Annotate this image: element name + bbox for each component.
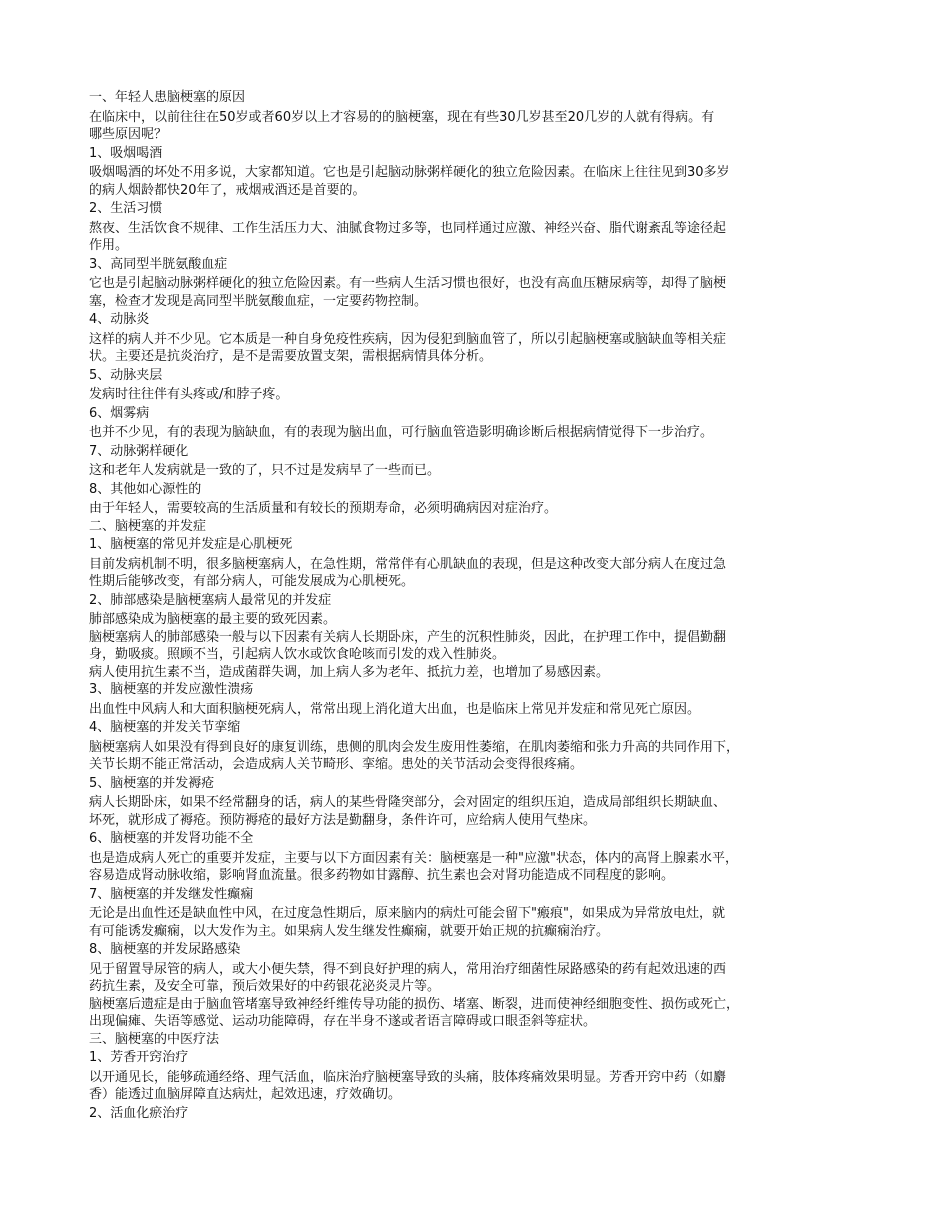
text-line: 出现偏瘫、失语等感觉、运动功能障碍，存在半身不遂或者语言障碍或口眼歪斜等症状。 [89,1014,597,1029]
text-line: 无论是出血性还是缺血性中风，在过度急性期后，原来脑内的病灶可能会留下"瘢痕"，如果成为异常放电灶，就 [89,906,725,921]
text-line: 熬夜、生活饮食不规律、工作生活压力大、油腻食物过多等，也同样通过应激、神经兴奋、脂代谢紊乱等途径起 [89,220,727,236]
text-line: 脑梗塞病人的肺部感染一般与以下因素有关病人长期卧床，产生的沉积性肺炎，因此，在护理工作中，提倡勤翻 [89,629,727,645]
text-line: 8、其他如心源性的 [89,481,202,497]
paragraph [89,424,855,442]
subsection-heading [89,443,855,461]
paragraph [89,611,855,629]
text-line: 哪些原因呢？ [89,127,168,142]
paragraph [89,275,855,310]
subsection-heading [89,536,855,554]
paragraph [89,109,855,144]
text-line: 这样的病人并不少见。它本质是一种自身免疫性疾病，因为侵犯到脑血管了，所以引起脑梗塞或脑缺血等相关症 [89,331,727,347]
section-heading [89,996,855,1031]
subsection-heading [89,592,855,610]
text-line: 见于留置导尿管的病人，或大小便失禁，得不到良好护理的病人，常用治疗细菌性尿路感染的药有起效迅速的西 [89,961,727,977]
paragraph [89,701,855,719]
text-line: 吸烟喝酒的坏处不用多说，大家都知道。它也是引起脑动脉粥样硬化的独立危险因素。在临床上往往见到30多岁 [89,165,730,180]
text-line: 也并不少见，有的表现为脑缺血，有的表现为脑出血，可行脑血管造影明确诊断后根据病情觉得下一步治疗。 [89,425,714,440]
subsection-heading [89,941,855,959]
text-line: 脑梗塞病人如果没有得到良好的康复训练，患侧的肌肉会发生废用性萎缩，在肌肉萎缩和张力升高的共同作用下， [89,739,740,755]
text-line: 4、脑梗塞的并发关节挛缩 [89,720,241,735]
section-heading [89,629,855,664]
paragraph [89,164,855,199]
text-line: 身，勤吸痰。照顾不当，引起病人饮水或饮食呛咳而引发的戏入性肺炎。 [89,647,506,662]
text-line: 香）能透过血脑屏障直达病灶，起效迅速，疗效确切。 [89,1087,402,1102]
text-line: 1、吸烟喝酒 [89,145,163,161]
paragraph [89,1069,855,1104]
text-line: 关节长期不能正常活动，会造成病人关节畸形、挛缩。患处的关节活动会变得很疼痛。 [89,757,584,772]
section-heading [89,1031,855,1049]
paragraph [89,462,855,480]
text-line: 一、年轻人患脑梗塞的原因 [89,90,246,105]
subsection-heading [89,886,855,904]
paragraph [89,850,855,885]
text-line: 6、烟雾病 [89,405,150,421]
text-line: 2、生活习惯 [89,201,163,216]
text-line: 7、脑梗塞的并发继发性癫痫 [89,886,254,902]
text-line: 三、脑梗塞的中医疗法 [89,1031,220,1047]
text-line: 坏死，就形成了褥疮。预防褥疮的最好方法是勤翻身，条件许可，应给病人使用气垫床。 [89,812,597,828]
subsection-heading [89,311,855,329]
text-line: 有可能诱发癫痫，以大发作为主。如果病人发生继发性癫痫，就要开始正规的抗癫痫治疗。 [89,923,610,939]
text-line: 塞，检查才发现是高同型半胱氨酸血症，一定要药物控制。 [89,293,428,309]
subsection-heading [89,200,855,218]
paragraph [89,794,855,829]
text-line: 药抗生素，及安全可靠，预后效果好的中药银花泌炎灵片等。 [89,979,441,994]
text-line: 这和老年人发病就是一致的了，只不过是发病早了一些而已。 [89,463,441,478]
text-line: 作用。 [89,238,129,253]
paragraph [89,556,855,591]
text-line: 1、脑梗塞的常见并发症是心肌梗死 [89,537,293,552]
text-line: 5、动脉夹层 [89,367,163,383]
text-line: 病人使用抗生素不当，造成菌群失调，加上病人多为老年、抵抗力差，也增加了易感因素。 [89,664,610,680]
text-line: 病人长期卧床，如果不经常翻身的话，病人的某些骨隆突部分，会对固定的组织压迫，造成局部组织长期缺血、 [89,795,727,810]
paragraph [89,961,855,996]
text-line: 3、脑梗塞的并发应激性溃疡 [89,682,254,697]
subsection-heading [89,256,855,274]
section-heading [89,89,855,107]
subsection-heading [89,145,855,163]
text-line: 2、活血化瘀治疗 [89,1105,189,1121]
paragraph [89,386,855,404]
subsection-heading [89,405,855,423]
subsection-heading [89,719,855,737]
subsection-heading [89,1105,855,1123]
text-line: 2、肺部感染是脑梗塞病人最常见的并发症 [89,592,332,608]
text-line: 目前发病机制不明，很多脑梗塞病人，在急性期，常常伴有心肌缺血的表现，但是这种改变大部分病人在度过急 [89,556,727,572]
subsection-heading [89,775,855,793]
text-line: 在临床中，以前往往在50岁或者60岁以上才容易的的脑梗塞，现在有些30几岁甚至20几岁的人就有得病。有 [89,109,715,125]
text-line: 4、动脉炎 [89,312,150,327]
document-body [89,89,855,1122]
text-line: 由于年轻人，需要较高的生活质量和有较长的预期寿命，必须明确病因对症治疗。 [89,501,558,516]
paragraph [89,500,855,518]
subsection-heading [89,367,855,385]
text-line: 二、脑梗塞的并发症 [89,518,207,534]
text-line: 8、脑梗塞的并发尿路感染 [89,942,241,957]
text-line: 1、芳香开窍治疗 [89,1050,189,1065]
section-heading [89,681,855,699]
text-line: 性期后能够改变，有部分病人，可能发展成为心肌梗死。 [89,574,415,589]
subsection-heading [89,481,855,499]
paragraph [89,739,855,774]
text-line: 发病时往往伴有头疼或/和脖子疼。 [89,387,289,402]
section-heading [89,664,855,682]
text-line: 肺部感染成为脑梗塞的最主要的致死因素。 [89,612,337,627]
section-heading [89,518,855,536]
subsection-heading [89,830,855,848]
text-line: 3、高同型半胱氨酸血症 [89,256,228,272]
text-line: 6、脑梗塞的并发肾功能不全 [89,831,254,846]
text-line: 状。主要还是抗炎治疗，是不是需要放置支架，需根据病情具体分析。 [89,349,493,364]
paragraph [89,220,855,255]
text-line: 脑梗塞后遗症是由于脑血管堵塞导致神经纤维传导功能的损伤、堵塞、断裂，进而使神经细胞变性、损伤或死亡， [89,996,740,1012]
text-line: 5、脑梗塞的并发褥疮 [89,775,215,791]
paragraph [89,905,855,940]
text-line: 也是造成病人死亡的重要并发症，主要与以下方面因素有关：脑梗塞是一种"应激"状态，体内的高肾上腺素水平， [89,850,738,866]
subsection-heading [89,1049,855,1067]
text-line: 出血性中风病人和大面积脑梗死病人，常常出现上消化道大出血，也是临床上常见并发症和常见死亡原因。 [89,701,701,717]
paragraph [89,331,855,366]
text-line: 容易造成肾动脉收缩，影响肾血流量。很多药物如甘露醇、抗生素也会对肾功能造成不同程度的影响。 [89,868,675,883]
text-line: 7、动脉粥样硬化 [89,443,189,459]
text-line: 的病人烟龄都快20年了，戒烟戒酒还是首要的。 [89,182,366,198]
text-line: 它也是引起脑动脉粥样硬化的独立危险因素。有一些病人生活习惯也很好，也没有高血压糖尿病等，却得了脑梗 [89,276,727,291]
text-line: 以开通见长，能够疏通经络、理气活血，临床治疗脑梗塞导致的头痛，肢体疼痛效果明显。芳香开窍中药（如麝 [89,1069,727,1085]
